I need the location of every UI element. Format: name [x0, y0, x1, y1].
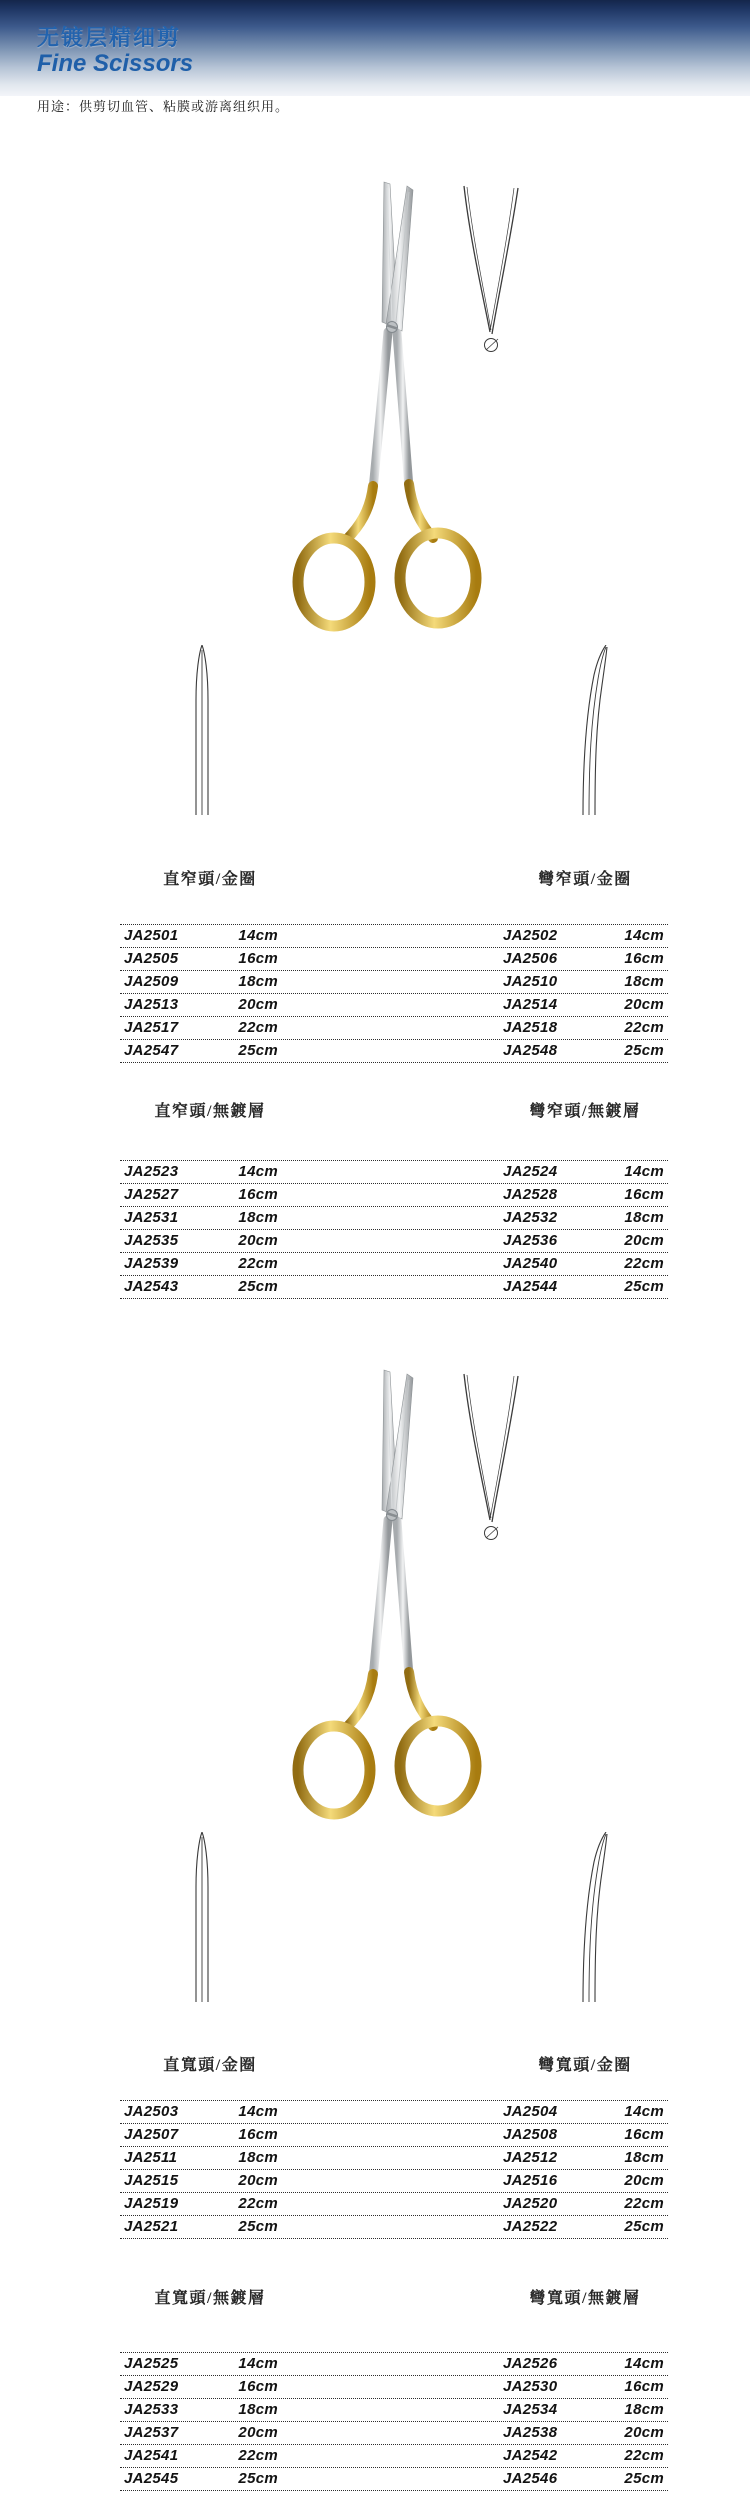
table-row: [120, 1039, 668, 1062]
catalog-number: JA2542: [503, 2447, 558, 2464]
size-value: 20cm: [624, 1232, 664, 1249]
catalog-number: JA2537: [124, 2424, 179, 2441]
size-value: 18cm: [238, 973, 278, 990]
size-value: 18cm: [238, 2401, 278, 2418]
catalog-number: JA2524: [503, 1163, 558, 1180]
page-title-english: Fine Scissors: [37, 50, 194, 77]
catalog-number: JA2517: [124, 1019, 179, 1036]
table-row: [120, 1275, 668, 1298]
column-header-curved-wide-uncoated: 彎寬頭/無鍍層: [529, 2290, 641, 2307]
table-row: [120, 2352, 668, 2375]
size-value: 22cm: [238, 1255, 278, 1272]
size-value: 16cm: [624, 2126, 664, 2143]
product-table-narrow-uncoated: [120, 1160, 668, 1299]
closed-tips-inset-drawing: [450, 1372, 530, 1554]
catalog-number: JA2508: [503, 2126, 558, 2143]
size-value: 16cm: [238, 2126, 278, 2143]
section-headers-wide-goldring: [0, 2052, 750, 2076]
size-value: 16cm: [238, 1186, 278, 1203]
size-value: 20cm: [624, 996, 664, 1013]
size-value: 18cm: [624, 2149, 664, 2166]
size-value: 25cm: [624, 2470, 664, 2487]
size-value: 16cm: [624, 2378, 664, 2395]
catalog-number: JA2523: [124, 1163, 179, 1180]
catalog-number: JA2518: [503, 1019, 558, 1036]
usage-description: 用途：供剪切血管、粘膜或游离组织用。: [37, 99, 290, 114]
product-table-narrow-goldring: [120, 924, 668, 1063]
size-value: 18cm: [238, 1209, 278, 1226]
size-value: 18cm: [624, 2401, 664, 2418]
catalog-number: JA2513: [124, 996, 179, 1013]
section-headers-wide-uncoated: [0, 2285, 750, 2309]
size-value: 25cm: [624, 1278, 664, 1295]
catalog-number: JA2506: [503, 950, 558, 967]
size-value: 20cm: [238, 2424, 278, 2441]
catalog-number: JA2545: [124, 2470, 179, 2487]
size-value: 20cm: [238, 996, 278, 1013]
catalog-number: JA2525: [124, 2355, 179, 2372]
size-value: 18cm: [238, 2149, 278, 2166]
catalog-number: JA2514: [503, 996, 558, 1013]
catalog-number: JA2547: [124, 1042, 179, 1059]
table-row: [120, 2123, 668, 2146]
table-row: [120, 2421, 668, 2444]
size-value: 22cm: [238, 1019, 278, 1036]
size-value: 18cm: [624, 1209, 664, 1226]
table-row: [120, 1016, 668, 1039]
catalog-number: JA2521: [124, 2218, 179, 2235]
column-header-straight-wide-uncoated: 直寬頭/無鍍層: [154, 2290, 266, 2307]
catalog-number: JA2510: [503, 973, 558, 990]
catalog-number: JA2528: [503, 1186, 558, 1203]
catalog-number: JA2512: [503, 2149, 558, 2166]
table-row: [120, 1183, 668, 1206]
catalog-number: JA2520: [503, 2195, 558, 2212]
curved-tip-icon: [578, 1832, 612, 2002]
section-headers-narrow-uncoated: [0, 1098, 750, 1122]
size-value: 16cm: [238, 2378, 278, 2395]
catalog-number: JA2535: [124, 1232, 179, 1249]
catalog-number: JA2516: [503, 2172, 558, 2189]
size-value: 14cm: [238, 2103, 278, 2120]
table-row: [120, 970, 668, 993]
size-value: 14cm: [624, 1163, 664, 1180]
table-row: [120, 1160, 668, 1183]
catalog-number: JA2504: [503, 2103, 558, 2120]
size-value: 20cm: [238, 2172, 278, 2189]
size-value: 25cm: [624, 2218, 664, 2235]
page-header-banner: [0, 0, 750, 96]
catalog-number: JA2531: [124, 1209, 179, 1226]
table-row: [120, 2146, 668, 2169]
column-header-curved-narrow-goldring: 彎窄頭/金圈: [538, 871, 632, 888]
catalog-number: JA2529: [124, 2378, 179, 2395]
table-row: [120, 2444, 668, 2467]
catalog-number: JA2544: [503, 1278, 558, 1295]
column-header-straight-narrow-uncoated: 直窄頭/無鍍層: [154, 1103, 266, 1120]
size-value: 22cm: [238, 2447, 278, 2464]
table-row: [120, 2375, 668, 2398]
size-value: 25cm: [238, 2218, 278, 2235]
size-value: 14cm: [238, 927, 278, 944]
catalog-number: JA2526: [503, 2355, 558, 2372]
catalog-number: JA2534: [503, 2401, 558, 2418]
catalog-number: JA2505: [124, 950, 179, 967]
table-row: [120, 2100, 668, 2123]
curved-tip-icon: [578, 645, 612, 815]
catalog-number: JA2522: [503, 2218, 558, 2235]
size-value: 14cm: [624, 927, 664, 944]
column-header-curved-narrow-uncoated: 彎窄頭/無鍍層: [529, 1103, 641, 1120]
table-row: [120, 1252, 668, 1275]
table-row: [120, 2192, 668, 2215]
catalog-number: JA2509: [124, 973, 179, 990]
catalog-number: JA2541: [124, 2447, 179, 2464]
size-value: 14cm: [624, 2355, 664, 2372]
catalog-number: JA2543: [124, 1278, 179, 1295]
catalog-number: JA2540: [503, 1255, 558, 1272]
size-value: 25cm: [624, 1042, 664, 1059]
catalog-number: JA2515: [124, 2172, 179, 2189]
straight-tip-icon: [192, 1832, 216, 2002]
catalog-number: JA2546: [503, 2470, 558, 2487]
catalog-number: JA2536: [503, 1232, 558, 1249]
table-row: [120, 2169, 668, 2192]
closed-tips-inset-drawing: [450, 184, 530, 366]
size-value: 14cm: [238, 2355, 278, 2372]
size-value: 20cm: [624, 2424, 664, 2441]
column-header-curved-wide-goldring: 彎寬頭/金圈: [538, 2057, 632, 2074]
size-value: 22cm: [624, 2447, 664, 2464]
column-header-straight-narrow-goldring: 直窄頭/金圈: [163, 871, 257, 888]
size-value: 20cm: [238, 1232, 278, 1249]
table-row: [120, 2467, 668, 2490]
page-title-chinese: 无镀层精细剪: [37, 25, 182, 50]
catalog-number: JA2502: [503, 927, 558, 944]
table-row: [120, 947, 668, 970]
size-value: 16cm: [624, 950, 664, 967]
catalog-number: JA2507: [124, 2126, 179, 2143]
catalog-number: JA2533: [124, 2401, 179, 2418]
table-row: [120, 2398, 668, 2421]
product-table-wide-uncoated: [120, 2352, 668, 2491]
catalog-number: JA2527: [124, 1186, 179, 1203]
table-row: [120, 1206, 668, 1229]
catalog-number: JA2503: [124, 2103, 179, 2120]
catalog-number: JA2511: [124, 2149, 178, 2166]
size-value: 18cm: [624, 973, 664, 990]
table-row: [120, 2215, 668, 2238]
catalog-number: JA2532: [503, 1209, 558, 1226]
section-headers-narrow-goldring: [0, 866, 750, 890]
catalog-number: JA2519: [124, 2195, 179, 2212]
table-row: [120, 1229, 668, 1252]
size-value: 22cm: [238, 2195, 278, 2212]
size-value: 25cm: [238, 2470, 278, 2487]
column-header-straight-wide-goldring: 直寬頭/金圈: [163, 2057, 257, 2074]
size-value: 14cm: [238, 1163, 278, 1180]
catalog-number: JA2538: [503, 2424, 558, 2441]
product-table-wide-goldring: [120, 2100, 668, 2239]
straight-tip-icon: [192, 645, 216, 815]
size-value: 25cm: [238, 1278, 278, 1295]
size-value: 22cm: [624, 2195, 664, 2212]
size-value: 14cm: [624, 2103, 664, 2120]
table-row: [120, 924, 668, 947]
size-value: 25cm: [238, 1042, 278, 1059]
size-value: 22cm: [624, 1019, 664, 1036]
size-value: 20cm: [624, 2172, 664, 2189]
catalog-number: JA2548: [503, 1042, 558, 1059]
catalog-number: JA2501: [124, 927, 179, 944]
catalog-number: JA2539: [124, 1255, 179, 1272]
catalog-number: JA2530: [503, 2378, 558, 2395]
size-value: 16cm: [624, 1186, 664, 1203]
size-value: 16cm: [238, 950, 278, 967]
table-row: [120, 993, 668, 1016]
size-value: 22cm: [624, 1255, 664, 1272]
